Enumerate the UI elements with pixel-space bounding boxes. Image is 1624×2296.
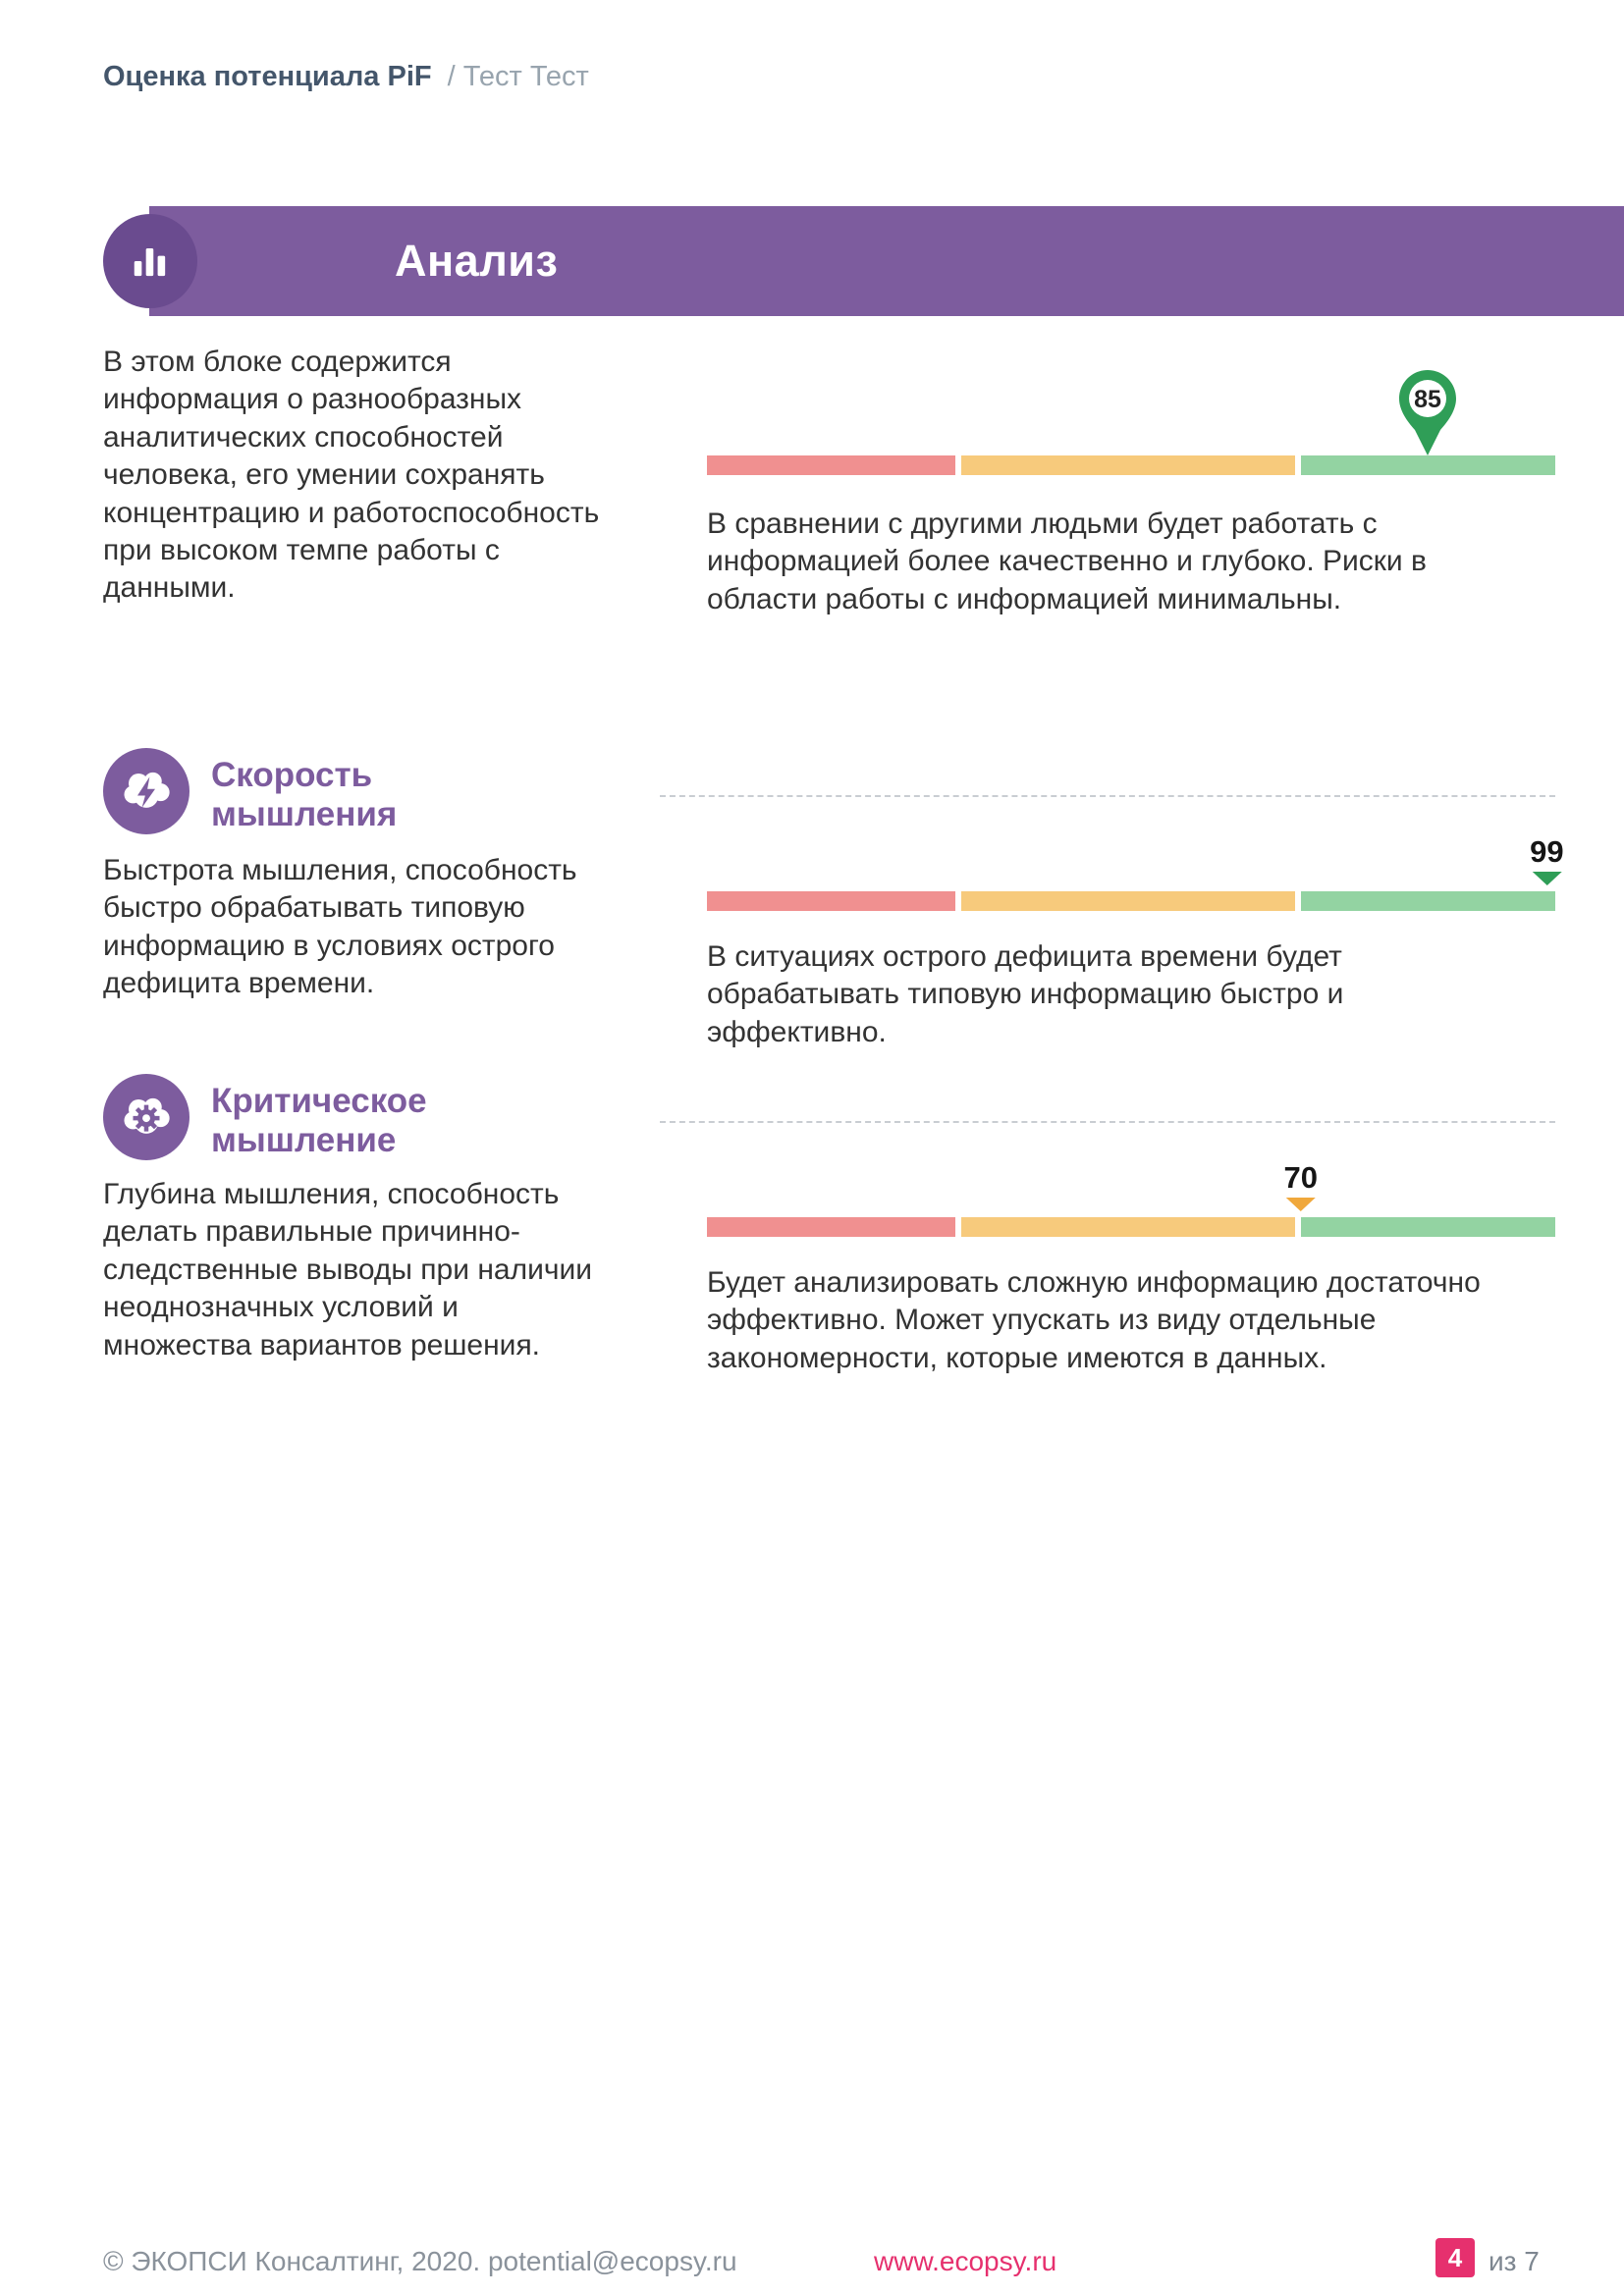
speed-description-text: Быстрота мышления, способность быстро обрабатывать типовую информацию в условиях острого дефицита времени. — [103, 854, 577, 1000]
scale-zone-low — [707, 455, 961, 475]
report-title: Оценка потенциала PiF — [103, 61, 432, 92]
subsection-title-speed: Скорость мышления — [211, 756, 398, 834]
analysis-score-value: 85 — [1414, 386, 1442, 413]
score-pin-marker — [1395, 367, 1460, 457]
scale-zone-low — [707, 1217, 961, 1237]
speed-score-value: 99 — [1530, 834, 1564, 869]
analysis-result-text: В сравнении с другими людьми будет работать с информацией более качественно и глубоко. Риски в области работы с информацией минимальны. — [707, 507, 1427, 615]
critical-score-scale — [707, 1160, 1555, 1237]
critical-score-marker — [1284, 1162, 1318, 1217]
critical-thinking-icon-circle — [103, 1074, 189, 1160]
scale-zone-mid — [961, 455, 1301, 475]
report-subject: / Тест Тест — [447, 61, 589, 92]
speed-score-marker — [1530, 836, 1563, 891]
section-band-analysis — [149, 206, 1624, 316]
critical-result-text: Будет анализировать сложную информацию достаточно эффективно. Может упускать из виду отдельные закономерности, которые имеются в данных. — [707, 1266, 1481, 1374]
bar-chart-icon — [125, 236, 176, 287]
analysis-score-scale — [707, 386, 1555, 475]
brain-gear-icon — [120, 1091, 173, 1144]
page-total-label: из 7 — [1489, 2246, 1540, 2276]
critical-description-text: Глубина мышления, способность делать правильные причинно-следственные выводы при наличии неоднозначных условий и множества вариантов решения. — [103, 1178, 592, 1362]
subsection-title-critical: Критическое мышление — [211, 1082, 427, 1160]
section-title: Анализ — [395, 236, 559, 286]
analysis-intro-text: В этом блоке содержится информация о разнообразных аналитических способностей человека, его умении сохранять концентрацию и работоспособность при высоком темпе работы с данными. — [103, 346, 600, 605]
scale-zone-high — [1301, 455, 1555, 475]
scale-zone-low — [707, 891, 961, 911]
dashed-separator — [660, 1121, 1555, 1123]
scale-zone-mid — [961, 891, 1301, 911]
triangle-down-icon — [1532, 872, 1561, 885]
brain-lightning-icon — [120, 765, 173, 818]
document-header — [103, 61, 589, 93]
speed-of-thinking-icon-circle — [103, 748, 189, 834]
footer-copyright: © ЭКОПСИ Консалтинг, 2020. potential@ecopsy.ru — [103, 2246, 737, 2276]
triangle-down-icon — [1286, 1198, 1316, 1211]
dashed-separator — [660, 795, 1555, 797]
scale-zone-high — [1301, 891, 1555, 911]
scale-zone-high — [1301, 1217, 1555, 1237]
scale-zone-mid — [961, 1217, 1301, 1237]
speed-score-scale — [707, 834, 1564, 911]
section-icon-circle — [103, 214, 197, 308]
speed-result-text: В ситуациях острого дефицита времени будет обрабатывать типовую информацию быстро и эффективно. — [707, 940, 1344, 1048]
critical-score-value: 70 — [1283, 1160, 1319, 1195]
page-number-badge: 4 — [1435, 2238, 1475, 2277]
footer-website-link[interactable]: www.ecopsy.ru — [874, 2246, 1057, 2276]
